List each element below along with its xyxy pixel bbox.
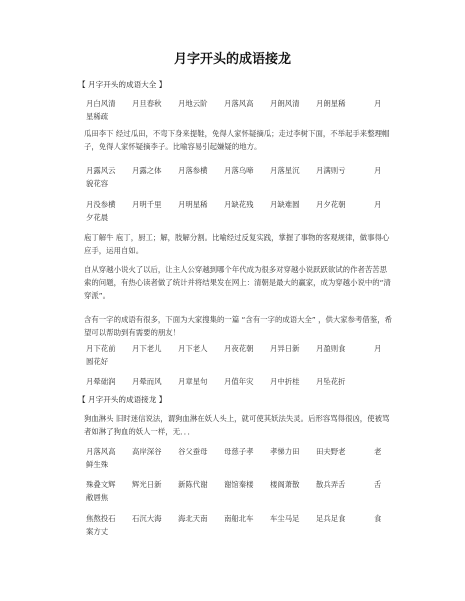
idiom: 月落参横: [178, 166, 208, 175]
paragraph: 庖丁解牛 庖丁，厨工；解，肢解分割。比喻经过反复实践，掌握了事物的客观规律，做事得心应手，运用自如。: [84, 233, 390, 255]
paragraph: 含有一字的成语有很多，下面为大家搜集的一篇 “含有一字的成语大全” ，供大家参考借鉴，希望可以帮助到有需要的朋友！: [84, 315, 392, 337]
idiom: 谷父蚕母: [178, 447, 208, 456]
idiom: 舌: [374, 480, 382, 489]
page-title: 月字开头的成语接龙: [173, 52, 291, 67]
section-heading: 【 月字开头的成语大全 】: [78, 80, 167, 89]
idiom-row: [86, 376, 396, 388]
idiom: 月: [374, 200, 382, 209]
idiom-row: [86, 199, 396, 211]
idiom: 海北天南: [178, 514, 208, 523]
idiom: 月落风高: [86, 447, 116, 456]
idiom: 食: [374, 514, 382, 523]
idiom: 辉光日新: [132, 480, 162, 489]
idiom: 南船北车: [224, 514, 254, 523]
idiom: 月: [374, 344, 382, 353]
idiom: 殊叠文辉: [86, 480, 116, 489]
idiom: 月落风高: [224, 99, 254, 108]
idiom: 月异日新: [270, 344, 300, 353]
idiom: 月值年灾: [224, 377, 254, 386]
idiom: 月下老人: [178, 344, 208, 353]
idiom: 月夜花朝: [224, 344, 254, 353]
idiom: 月坠花折: [316, 377, 346, 386]
idiom: 高岸深谷: [132, 447, 162, 456]
idiom: 月下老儿: [132, 344, 162, 353]
idiom: 月晕而风: [132, 377, 162, 386]
idiom: 新陈代谢: [178, 480, 208, 489]
idiom: 楼阁萧散: [270, 480, 300, 489]
idiom: 月晕础润: [86, 377, 116, 386]
idiom-row: [86, 479, 396, 491]
paragraph: 瓜田李下 经过瓜田，不弯下身来提鞋，免得人家怀疑摘瓜；走过李树下面，不举起手来整理帽子，免得人家怀疑摘李子。比喻容易引起嫌疑的地方。: [84, 129, 390, 151]
paragraph: 自从穿越小说火了以后，让主人公穿越到哪个年代成为很多对穿越小说跃跃欲试的作者苦苦思索的问题，有热心读者做了统计并将结果发在网上：清朝是最大的赢家，成为穿越小说中的“清穿派”。: [84, 265, 391, 300]
idiom-row: [86, 446, 396, 458]
idiom-wrap: 夕花晨: [86, 213, 109, 222]
idiom: 月夕花朝: [316, 200, 346, 209]
idiom: 孝悌力田: [270, 447, 300, 456]
idiom: 月地云阶: [178, 99, 208, 108]
idiom-row: [86, 513, 396, 525]
idiom: 月落乌啼: [224, 166, 254, 175]
idiom: 月旦春秋: [132, 99, 162, 108]
idiom: 母慈子孝: [224, 447, 254, 456]
idiom-wrap: 貌花容: [86, 179, 109, 188]
idiom: 石沉大海: [132, 514, 162, 523]
idiom: 散兵弄舌: [316, 480, 346, 489]
idiom-row: [86, 165, 396, 177]
idiom: 月露之体: [132, 166, 162, 175]
idiom: 月: [374, 99, 382, 108]
idiom: 月白风清: [86, 99, 116, 108]
idiom-wrap: 星稀疏: [86, 112, 109, 121]
idiom: 谢馆秦楼: [224, 480, 254, 489]
idiom: 月朗星稀: [316, 99, 346, 108]
idiom: 足兵足食: [316, 514, 346, 523]
idiom: 月章星句: [178, 377, 208, 386]
idiom: 月明千里: [132, 200, 162, 209]
idiom: 月: [374, 166, 382, 175]
idiom: 车尘马足: [270, 514, 300, 523]
idiom-row: [86, 343, 396, 355]
idiom-wrap: 鲜生殊: [86, 460, 109, 469]
idiom-wrap: 敝唇焦: [86, 493, 109, 502]
idiom-wrap: 圆花好: [86, 357, 109, 366]
idiom: 月缺难圆: [270, 200, 300, 209]
idiom: 焦熬投石: [86, 514, 116, 523]
idiom: 月满则亏: [316, 166, 346, 175]
paragraph: 狗血淋头 旧时迷信说法，谓狗血淋在妖人头上，就可使其妖法失灵。后形容骂得很凶，使被骂者如淋了狗血的妖人一样，无．．．: [84, 414, 390, 436]
idiom: 月朗风清: [270, 99, 300, 108]
idiom: 月没参横: [86, 200, 116, 209]
idiom: 老: [374, 447, 382, 456]
idiom-row: [86, 98, 396, 110]
idiom: 月中折桂: [270, 377, 300, 386]
idiom: 月盈则食: [316, 344, 346, 353]
idiom: 月下花前: [86, 344, 116, 353]
idiom: 月露风云: [86, 166, 116, 175]
idiom: 月缺花残: [224, 200, 254, 209]
idiom: 月明星稀: [178, 200, 208, 209]
idiom-wrap: 案方丈: [86, 527, 109, 536]
section-heading: 【 月字开头的成语接龙 】: [78, 395, 167, 404]
idiom: 田夫野老: [316, 447, 346, 456]
idiom: 月落星沉: [270, 166, 300, 175]
